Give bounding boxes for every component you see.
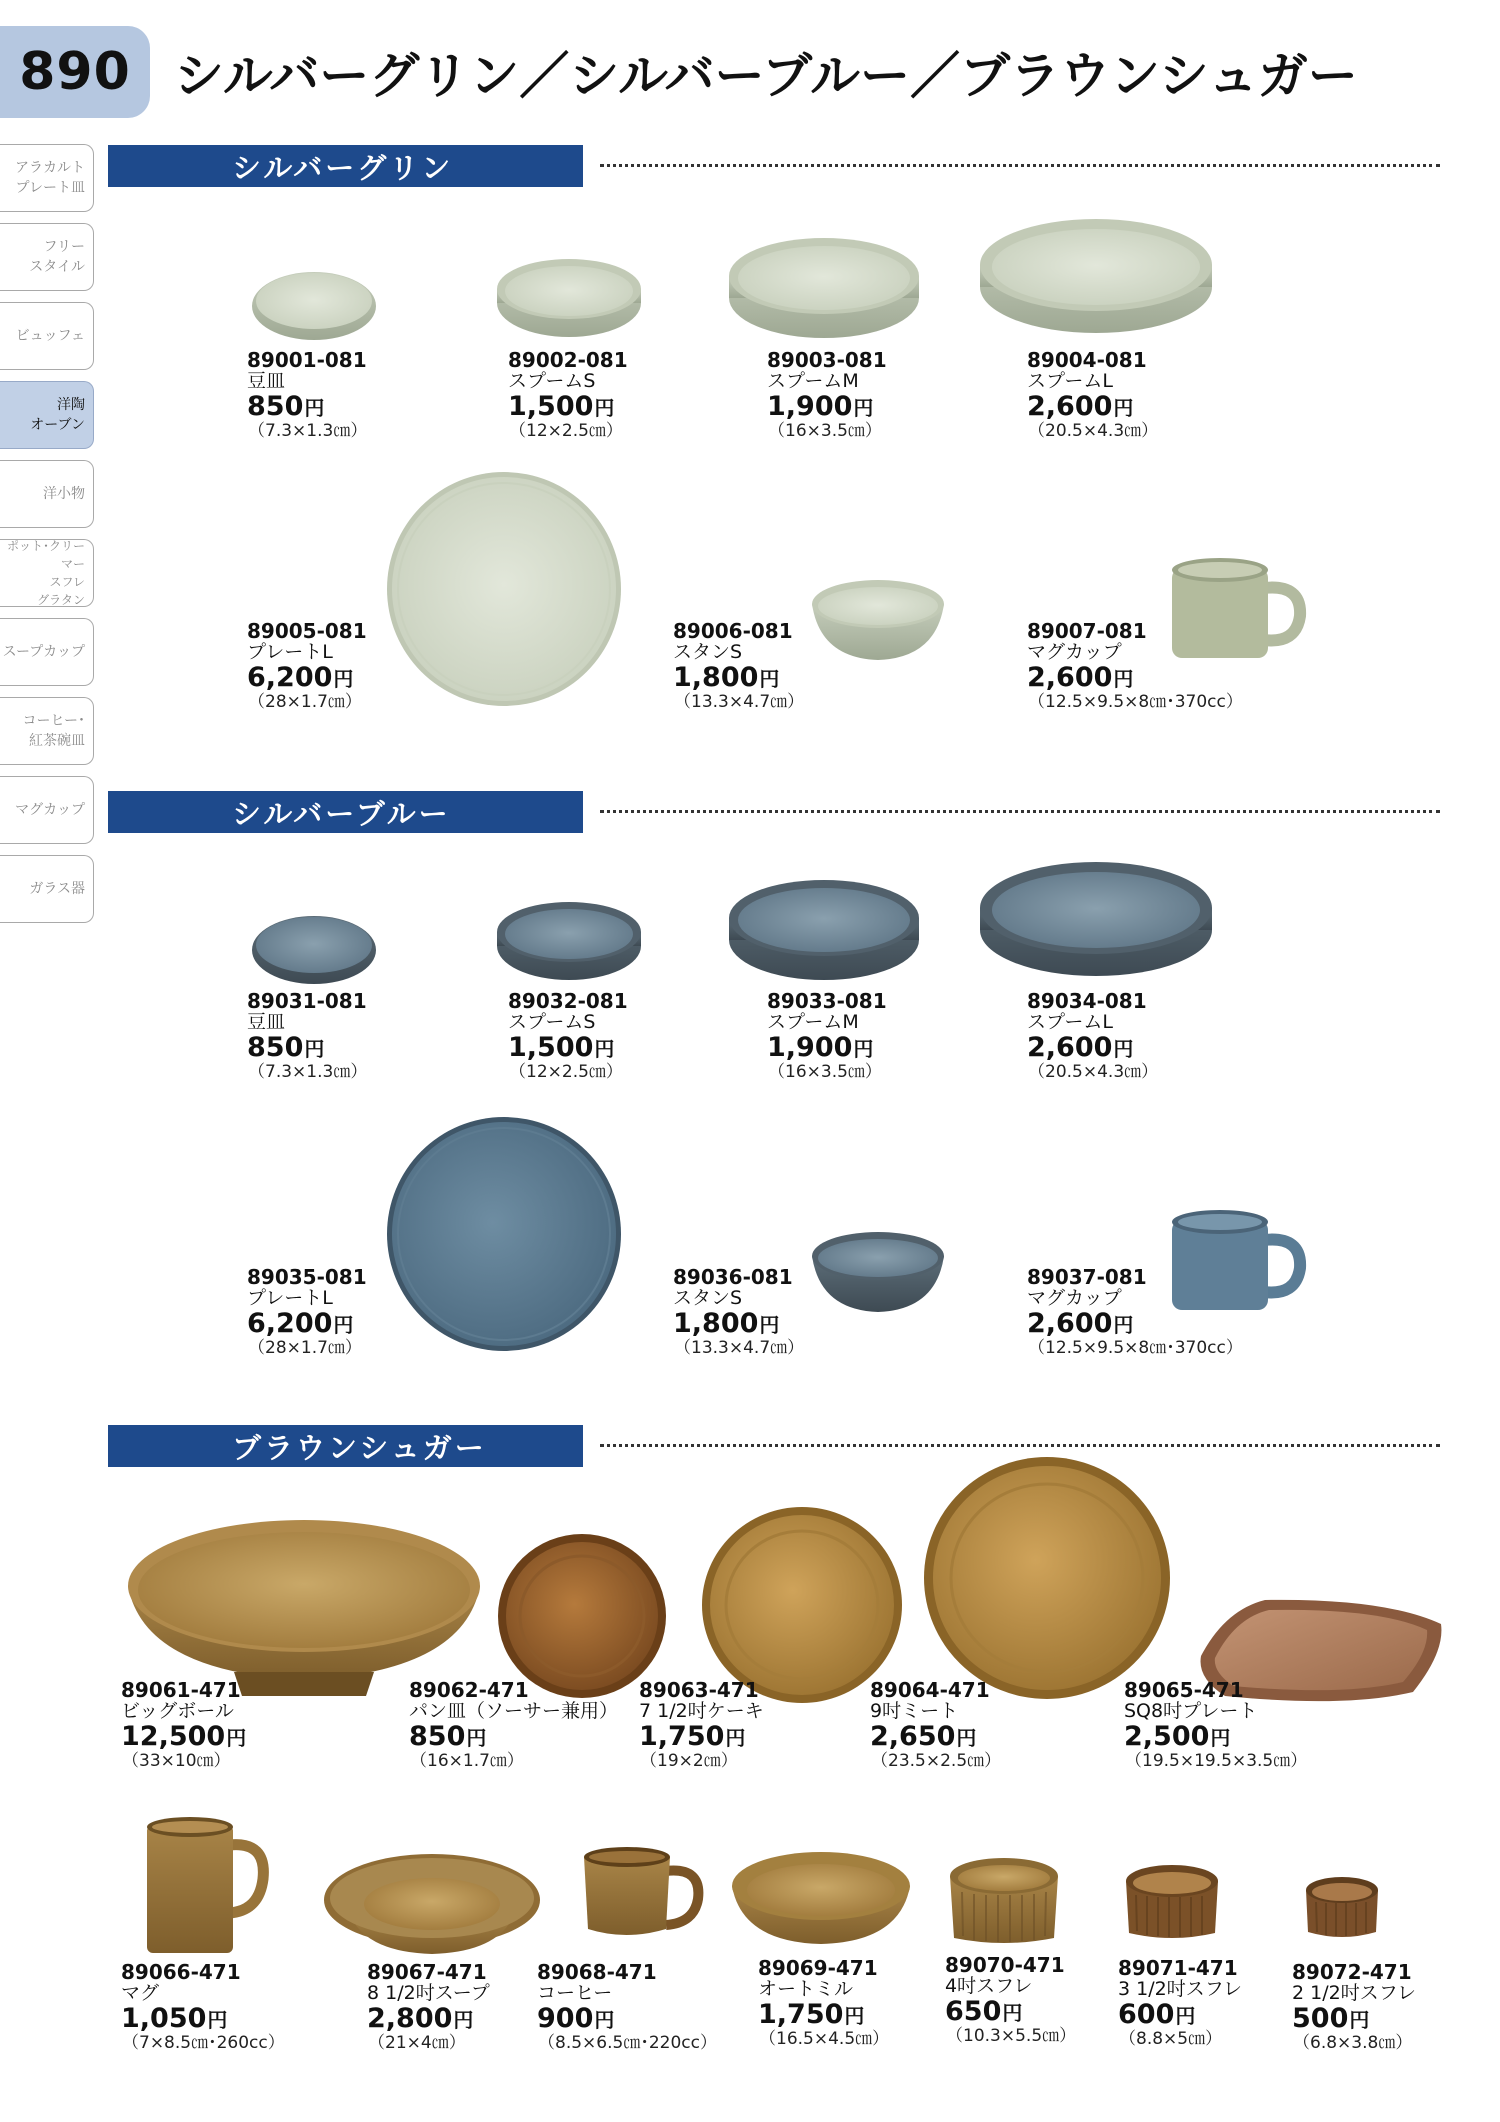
product-price — [1027, 1034, 1158, 1064]
product-size: （19×2㎝） — [640, 1751, 738, 1771]
product-name: スプームM — [767, 370, 859, 392]
price-unit: 円 — [1113, 1313, 1134, 1337]
price-value: 600 — [1118, 1999, 1175, 2030]
product-code: 89061-471 — [121, 1678, 241, 1702]
product-name: プレートL — [247, 1287, 333, 1309]
tab-soup-cup[interactable]: スープカップ — [0, 618, 94, 686]
product-code: 89064-471 — [870, 1678, 990, 1702]
product-price — [1027, 393, 1158, 423]
price-value: 2,600 — [1027, 1032, 1113, 1063]
price-unit: 円 — [1113, 1037, 1134, 1061]
section-divider — [600, 810, 1440, 813]
price-value: 1,050 — [121, 2003, 207, 2034]
product-image-oatmeal-bowl — [728, 1848, 914, 1946]
product-price — [758, 2001, 889, 2031]
product-item — [247, 991, 367, 1084]
price-value: 650 — [945, 1996, 1002, 2027]
product-image-mame-zara — [250, 268, 378, 344]
page-title: シルバーグリン／シルバーブルー／ブラウンシュガー — [174, 46, 1358, 105]
product-price — [1124, 1723, 1307, 1753]
product-image-mame-zara — [250, 912, 378, 988]
product-size: （7.3×1.3㎝） — [248, 1062, 368, 1082]
price-unit: 円 — [956, 1726, 977, 1750]
product-size: （12×2.5㎝） — [509, 1062, 623, 1082]
product-item — [945, 1955, 1076, 2048]
price-value: 1,500 — [508, 1032, 594, 1063]
product-image-spoom-m — [727, 234, 921, 342]
product-size: （28×1.7㎝） — [248, 1338, 362, 1358]
product-size: （23.5×2.5㎝） — [871, 1751, 1002, 1771]
price-unit: 円 — [844, 2004, 865, 2028]
product-code: 89003-081 — [767, 348, 887, 372]
product-item — [767, 991, 887, 1084]
price-unit: 円 — [207, 2008, 228, 2032]
product-name: 2 1/2吋スフレ — [1292, 1982, 1416, 2004]
product-price — [537, 2005, 717, 2035]
product-code: 89001-081 — [247, 348, 367, 372]
product-item — [673, 1267, 804, 1360]
product-price — [870, 1723, 1001, 1753]
product-size: （13.3×4.7㎝） — [674, 1338, 805, 1358]
tab-coffee-tea[interactable]: コーヒー･ 紅茶碗皿 — [0, 697, 94, 765]
product-code: 89069-471 — [758, 1956, 878, 1980]
product-item — [508, 991, 628, 1084]
product-item — [1292, 1962, 1416, 2055]
product-item — [247, 1267, 367, 1360]
product-name: 豆皿 — [247, 370, 286, 392]
section-divider — [600, 164, 1440, 167]
product-name: パン皿（ソーサー兼用） — [409, 1700, 619, 1722]
price-value: 850 — [409, 1721, 466, 1752]
product-item — [1027, 621, 1243, 714]
price-unit: 円 — [304, 396, 325, 420]
product-price — [121, 1723, 246, 1753]
product-image-souffle-3-5 — [1122, 1859, 1222, 1943]
product-code: 89006-081 — [673, 619, 793, 643]
product-size: （12.5×9.5×8㎝･370cc） — [1028, 1338, 1243, 1358]
section-title-silver-green: シルバーグリン — [108, 145, 583, 187]
product-code: 89063-471 — [639, 1678, 759, 1702]
product-name: マグカップ — [1027, 641, 1122, 663]
product-price — [945, 1998, 1076, 2028]
product-name: スプームS — [508, 1011, 596, 1033]
product-size: （12.5×9.5×8㎝･370cc） — [1028, 692, 1243, 712]
product-name: 9吋ミート — [870, 1700, 959, 1722]
tab-glassware[interactable]: ガラス器 — [0, 855, 94, 923]
product-code: 89036-081 — [673, 1265, 793, 1289]
product-price — [1027, 1310, 1243, 1340]
product-image-spoom-s — [495, 255, 643, 341]
product-item — [367, 1962, 490, 2055]
product-item — [1118, 1958, 1242, 2051]
product-image-spoom-s — [495, 898, 643, 984]
product-size: （16×3.5㎝） — [768, 421, 882, 441]
product-price — [1292, 2005, 1416, 2035]
product-price — [508, 393, 628, 423]
product-item — [758, 1958, 889, 2051]
product-code: 89005-081 — [247, 619, 367, 643]
section-title-silver-blue: シルバーブルー — [108, 791, 583, 833]
product-name: マグ — [121, 1982, 160, 2004]
product-item — [673, 621, 804, 714]
product-price — [121, 2005, 285, 2035]
page-number: 890 — [0, 26, 150, 118]
product-name: コーヒー — [537, 1982, 613, 2004]
price-value: 12,500 — [121, 1721, 226, 1752]
price-value: 1,750 — [758, 1999, 844, 2030]
product-code: 89002-081 — [508, 348, 628, 372]
tab-western-oven[interactable]: 洋陶 オーブン — [0, 381, 94, 449]
price-unit: 円 — [853, 396, 874, 420]
product-item — [247, 350, 367, 443]
price-unit: 円 — [333, 667, 354, 691]
price-value: 500 — [1292, 2003, 1349, 2034]
product-item — [508, 350, 628, 443]
product-price — [1118, 2001, 1242, 2031]
price-value: 2,600 — [1027, 662, 1113, 693]
product-name: ビッグボール — [121, 1700, 234, 1722]
tab-free-style[interactable]: フリー スタイル — [0, 223, 94, 291]
category-tabs — [0, 144, 94, 934]
product-size: （16.5×4.5㎝） — [759, 2029, 890, 2049]
price-value: 1,900 — [767, 1032, 853, 1063]
tab-alacarte[interactable]: アラカルト プレート皿 — [0, 144, 94, 212]
product-item — [121, 1680, 246, 1773]
price-unit: 円 — [1002, 2001, 1023, 2025]
product-name: 4吋スフレ — [945, 1975, 1033, 1997]
price-value: 1,800 — [673, 662, 759, 693]
price-value: 850 — [247, 1032, 304, 1063]
product-code: 89037-081 — [1027, 1265, 1147, 1289]
product-item — [121, 1962, 285, 2055]
price-unit: 円 — [1113, 667, 1134, 691]
product-image-bread-plate — [496, 1532, 668, 1700]
product-name: プレートL — [247, 641, 333, 663]
product-image-stan-s — [810, 578, 946, 662]
product-image-plate-l — [385, 470, 623, 708]
product-image-soup-plate — [322, 1850, 542, 1956]
product-item — [409, 1680, 618, 1773]
product-price — [767, 1034, 887, 1064]
price-unit: 円 — [453, 2008, 474, 2032]
product-code: 89066-471 — [121, 1960, 241, 1984]
price-unit: 円 — [594, 396, 615, 420]
tab-mug[interactable]: マグカップ — [0, 776, 94, 844]
price-unit: 円 — [1175, 2004, 1196, 2028]
product-size: （8.8×5㎝） — [1119, 2029, 1223, 2049]
product-image-souffle-4 — [946, 1852, 1062, 1948]
product-size: （28×1.7㎝） — [248, 692, 362, 712]
product-price — [247, 1310, 367, 1340]
product-code: 89068-471 — [537, 1960, 657, 1984]
product-image-cake-plate — [700, 1505, 904, 1705]
product-name: 7 1/2吋ケーキ — [639, 1700, 764, 1722]
product-name: SQ8吋プレート — [1124, 1700, 1258, 1722]
product-price — [247, 1034, 367, 1064]
section-divider — [600, 1444, 1440, 1447]
product-size: （16×3.5㎝） — [768, 1062, 882, 1082]
product-size: （19.5×19.5×3.5㎝） — [1125, 1751, 1308, 1771]
product-price — [409, 1723, 618, 1753]
product-name: オートミル — [758, 1978, 854, 2000]
product-size: （7.3×1.3㎝） — [248, 421, 368, 441]
product-name: スプームM — [767, 1011, 859, 1033]
product-name: スプームS — [508, 370, 596, 392]
tab-western-small[interactable]: 洋小物 — [0, 460, 94, 528]
price-unit: 円 — [1349, 2008, 1370, 2032]
section-title-brown-sugar: ブラウンシュガー — [108, 1425, 583, 1467]
product-name: スプームL — [1027, 370, 1114, 392]
product-code: 89031-081 — [247, 989, 367, 1013]
price-value: 2,500 — [1124, 1721, 1210, 1752]
product-name: マグカップ — [1027, 1287, 1122, 1309]
product-size: （21×4㎝） — [368, 2033, 466, 2053]
product-item — [767, 350, 887, 443]
product-code: 89072-471 — [1292, 1960, 1412, 1984]
product-size: （10.3×5.5㎝） — [946, 2026, 1077, 2046]
price-unit: 円 — [1113, 396, 1134, 420]
price-value: 2,600 — [1027, 391, 1113, 422]
product-name: スタンS — [673, 1287, 743, 1309]
product-image-coffee-cup — [580, 1845, 706, 1945]
product-code: 89004-081 — [1027, 348, 1147, 372]
price-value: 1,900 — [767, 391, 853, 422]
product-item — [1027, 350, 1158, 443]
product-price — [673, 664, 804, 694]
product-item — [870, 1680, 1001, 1773]
product-image-stan-s — [810, 1230, 946, 1314]
product-code: 89067-471 — [367, 1960, 487, 1984]
product-image-spoom-l — [978, 215, 1214, 335]
product-item — [1124, 1680, 1307, 1773]
price-unit: 円 — [466, 1726, 487, 1750]
product-price — [367, 2005, 490, 2035]
price-unit: 円 — [594, 2008, 615, 2032]
price-unit: 円 — [853, 1037, 874, 1061]
product-item — [1027, 1267, 1243, 1360]
product-image-big-bowl — [124, 1512, 484, 1698]
price-value: 6,200 — [247, 1308, 333, 1339]
price-value: 2,650 — [870, 1721, 956, 1752]
product-image-souffle-2-5 — [1302, 1872, 1382, 1942]
product-image-plate-l — [385, 1115, 623, 1353]
price-unit: 円 — [226, 1726, 247, 1750]
product-code: 89034-081 — [1027, 989, 1147, 1013]
product-size: （16×1.7㎝） — [410, 1751, 524, 1771]
product-price — [508, 1034, 628, 1064]
product-size: （33×10㎝） — [122, 1751, 231, 1771]
product-size: （13.3×4.7㎝） — [674, 692, 805, 712]
product-code: 89032-081 — [508, 989, 628, 1013]
price-unit: 円 — [1210, 1726, 1231, 1750]
product-name: 豆皿 — [247, 1011, 286, 1033]
price-value: 1,500 — [508, 391, 594, 422]
product-price — [247, 664, 367, 694]
tab-buffet[interactable]: ビュッフェ — [0, 302, 94, 370]
price-unit: 円 — [759, 1313, 780, 1337]
product-name: スタンS — [673, 641, 743, 663]
product-name: 3 1/2吋スフレ — [1118, 1978, 1242, 2000]
product-name: スプームL — [1027, 1011, 1114, 1033]
price-unit: 円 — [304, 1037, 325, 1061]
product-size: （8.5×6.5㎝･220cc） — [538, 2033, 717, 2053]
product-code: 89065-471 — [1124, 1678, 1244, 1702]
product-code: 89070-471 — [945, 1953, 1065, 1977]
price-value: 900 — [537, 2003, 594, 2034]
product-image-spoom-l — [978, 858, 1214, 978]
product-size: （12×2.5㎝） — [509, 421, 623, 441]
product-code: 89035-081 — [247, 1265, 367, 1289]
price-value: 6,200 — [247, 662, 333, 693]
product-image-spoom-m — [727, 876, 921, 984]
product-item — [639, 1680, 764, 1773]
product-item — [1027, 991, 1158, 1084]
product-price — [1027, 664, 1243, 694]
product-item — [247, 621, 367, 714]
product-price — [673, 1310, 804, 1340]
product-name: 8 1/2吋スープ — [367, 1982, 490, 2004]
price-unit: 円 — [333, 1313, 354, 1337]
product-price — [247, 393, 367, 423]
price-value: 2,600 — [1027, 1308, 1113, 1339]
price-unit: 円 — [725, 1726, 746, 1750]
price-value: 2,800 — [367, 2003, 453, 2034]
product-size: （7×8.5㎝･260cc） — [122, 2033, 285, 2053]
product-size: （6.8×3.8㎝） — [1293, 2033, 1413, 2053]
price-unit: 円 — [759, 667, 780, 691]
product-price — [639, 1723, 764, 1753]
product-code: 89071-471 — [1118, 1956, 1238, 1980]
price-value: 1,750 — [639, 1721, 725, 1752]
product-code: 89007-081 — [1027, 619, 1147, 643]
price-value: 1,800 — [673, 1308, 759, 1339]
product-size: （20.5×4.3㎝） — [1028, 1062, 1159, 1082]
tab-pot-souffle-gratin[interactable]: ポット･クリーマー スフレ グラタン — [0, 539, 94, 607]
product-size: （20.5×4.3㎝） — [1028, 421, 1159, 441]
product-image-meat-plate — [922, 1455, 1172, 1701]
product-price — [767, 393, 887, 423]
product-image-mug — [143, 1815, 269, 1957]
product-code: 89033-081 — [767, 989, 887, 1013]
product-code: 89062-471 — [409, 1678, 529, 1702]
price-unit: 円 — [594, 1037, 615, 1061]
price-value: 850 — [247, 391, 304, 422]
product-item — [537, 1962, 717, 2055]
